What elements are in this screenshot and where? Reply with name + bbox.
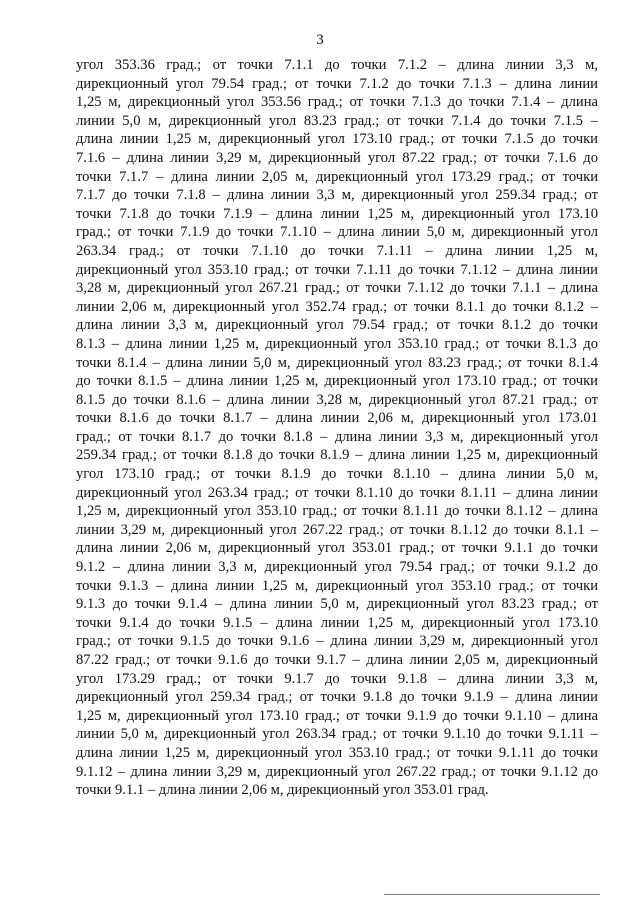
text-line: 1,25 м, дирекционный угол 353.10 град.; от точки 8.1.11 до точки 8.1.12 – длина [76, 503, 598, 520]
text-line: длина линии 1,25 м, дирекционный угол 353.10 град.; от точки 9.1.11 до точки [76, 744, 598, 761]
text-line: точки 9.1.1 – длина линии 2,06 м, дирекционный угол 353.01 град. [76, 782, 489, 799]
text-line: длина линии 2,06 м, дирекционный угол 353.01 град.; от точки 9.1.1 до точки [76, 540, 598, 557]
text-line: 7.1.6 – длина линии 3,29 м, дирекционный угол 87.22 град.; от точки 7.1.6 до [76, 149, 598, 166]
text-line: дирекционный угол 259.34 град.; от точки 9.1.8 до точки 9.1.9 – длина линии [76, 689, 598, 706]
text-line: дирекционный угол 79.54 град.; от точки 7.1.2 до точки 7.1.3 – длина линии [76, 75, 598, 92]
text-line: 9.1.3 до точки 9.1.4 – длина линии 5,0 м, дирекционный угол 83.23 град.; от [76, 596, 598, 613]
text-line: град.; от точки 9.1.5 до точки 9.1.6 – длина линии 3,29 м, дирекционный угол [76, 633, 598, 650]
text-line: точки 8.1.6 до точки 8.1.7 – длина линии 2,06 м, дирекционный угол 173.01 [76, 410, 598, 427]
text-line: 3,28 м, дирекционный угол 267.21 град.; от точки 7.1.12 до точки 7.1.1 – длина [76, 280, 598, 297]
page-number: 3 [316, 32, 324, 48]
text-line: 1,25 м, дирекционный угол 353.56 град.; от точки 7.1.3 до точки 7.1.4 – длина [76, 94, 598, 111]
text-line: 8.1.5 до точки 8.1.6 – длина линии 3,28 м, дирекционный угол 87.21 град.; от [76, 391, 598, 408]
text-line: линии 5,0 м, дирекционный угол 263.34 град.; от точки 9.1.10 до точки 9.1.11 – [76, 726, 598, 743]
body-paragraph [76, 56, 598, 800]
text-line: линии 5,0 м, дирекционный угол 83.23 град.; от точки 7.1.4 до точки 7.1.5 – [76, 112, 598, 129]
text-line: дирекционный угол 353.10 град.; от точки 7.1.11 до точки 7.1.12 – длина линии [76, 261, 598, 278]
text-line: град.; от точки 8.1.7 до точки 8.1.8 – длина линии 3,3 м, дирекционный угол [76, 428, 598, 445]
text-line: линии 2,06 м, дирекционный угол 352.74 град.; от точки 8.1.1 до точки 8.1.2 – [76, 298, 598, 315]
text-line: 9.1.12 – длина линии 3,29 м, дирекционный угол 267.22 град.; от точки 9.1.12 до [76, 763, 598, 780]
text-line: точки 9.1.3 – длина линии 1,25 м, дирекционный угол 353.10 град.; от точки [76, 577, 598, 594]
text-line: точки 7.1.7 – длина линии 2,05 м, дирекционный угол 173.29 град.; от точки [76, 168, 598, 185]
text-line: угол 173.29 град.; от точки 9.1.7 до точки 9.1.8 – длина линии 3,3 м, [76, 670, 598, 687]
text-line: линии 3,29 м, дирекционный угол 267.22 град.; от точки 8.1.12 до точки 8.1.1 – [76, 521, 598, 538]
text-line: точки 9.1.4 до точки 9.1.5 – длина линии 1,25 м, дирекционный угол 173.10 [76, 614, 598, 631]
text-line: 8.1.3 – длина линии 1,25 м, дирекционный угол 353.10 град.; от точки 8.1.3 до [76, 335, 598, 352]
text-line: 1,25 м, дирекционный угол 173.10 град.; от точки 9.1.9 до точки 9.1.10 – длина [76, 707, 598, 724]
text-line: 7.1.7 до точки 7.1.8 – длина линии 3,3 м, дирекционный угол 259.34 град.; от [76, 187, 598, 204]
text-line: угол 353.36 град.; от точки 7.1.1 до точки 7.1.2 – длина линии 3,3 м, [76, 57, 598, 73]
text-line: точки 7.1.8 до точки 7.1.9 – длина линии 1,25 м, дирекционный угол 173.10 [76, 205, 598, 222]
text-line: 9.1.2 – длина линии 3,3 м, дирекционный угол 79.54 град.; от точки 9.1.2 до [76, 559, 598, 576]
footer-divider [384, 894, 600, 895]
text-line: 87.22 град.; от точки 9.1.6 до точки 9.1.7 – длина линии 2,05 м, дирекционный [76, 652, 598, 668]
text-line: град.; от точки 7.1.9 до точки 7.1.10 – длина линии 5,0 м, дирекционный угол [76, 224, 598, 241]
text-line: 263.34 град.; от точки 7.1.10 до точки 7.1.11 – длина линии 1,25 м, [76, 242, 598, 259]
text-line: 259.34 град.; от точки 8.1.8 до точки 8.1.9 – длина линии 1,25 м, дирекционный [76, 447, 598, 464]
text-line: угол 173.10 град.; от точки 8.1.9 до точки 8.1.10 – длина линии 5,0 м, [76, 466, 598, 483]
text-line: длина линии 1,25 м, дирекционный угол 173.10 град.; от точки 7.1.5 до точки [76, 131, 598, 148]
text-line: до точки 8.1.5 – длина линии 1,25 м, дирекционный угол 173.10 град.; от точки [76, 373, 598, 390]
text-line: длина линии 3,3 м, дирекционный угол 79.54 град.; от точки 8.1.2 до точки [76, 317, 598, 334]
text-line: точки 8.1.4 – длина линии 5,0 м, дирекционный угол 83.23 град.; от точки 8.1.4 [76, 354, 598, 371]
text-line: дирекционный угол 263.34 град.; от точки 8.1.10 до точки 8.1.11 – длина линии [76, 484, 598, 501]
